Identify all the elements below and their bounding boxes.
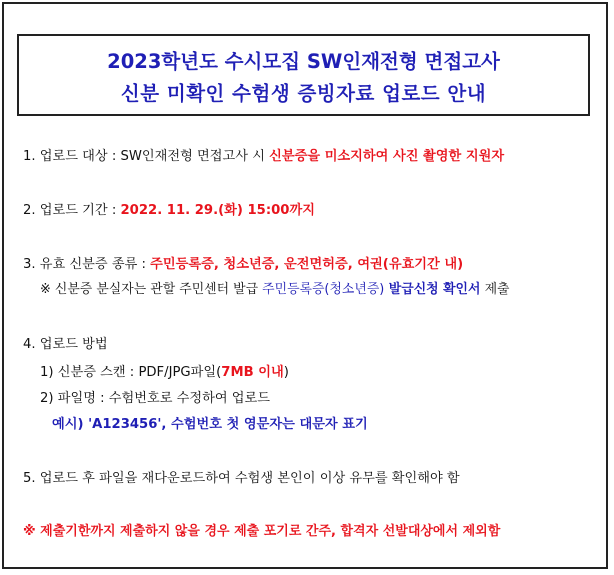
- title-box: [17, 34, 590, 116]
- item-valid-id-label: 3. 유효 신분증 종류 :: [23, 257, 151, 272]
- method-scan-prefix: 1) 신분증 스캔 : PDF/JPG파일(: [40, 365, 222, 380]
- item-verify-download: 5. 업로드 후 파일을 재다운로드하여 수험생 본인이 이상 유무를 확인해야 함: [23, 471, 460, 486]
- deadline-warning: ※ 제출기한까지 제출하지 않을 경우 제출 포기로 간주, 합격자 선발대상에서 제외함: [23, 524, 501, 539]
- item-method-scan: [40, 364, 289, 382]
- item-lost-id-note: [40, 281, 509, 299]
- item-upload-method: 4. 업로드 방법: [23, 337, 108, 352]
- lost-id-note-doc: 주민등록증(청소년증): [262, 282, 385, 297]
- item-upload-target-highlight: 신분증을 미소지하여 사진 촬영한 지원자: [269, 149, 505, 164]
- method-scan-suffix: ): [283, 365, 289, 380]
- item-valid-id-types: [23, 256, 463, 274]
- item-method-example: 예시) 'A123456', 수험번호 첫 영문자는 대문자 표기: [52, 417, 368, 432]
- lost-id-note-doc-bold: 발급신청 확인서: [384, 282, 481, 297]
- item-method-filename: 2) 파일명 : 수험번호로 수정하여 업로드: [40, 391, 271, 406]
- item-upload-period: [23, 202, 315, 220]
- item-upload-target: [23, 148, 504, 166]
- item-upload-period-highlight: 2022. 11. 29.(화) 15:00까지: [120, 203, 315, 218]
- title-line-2: 신분 미확인 수험생 증빙자료 업로드 안내: [120, 82, 487, 105]
- item-upload-period-label: 2. 업로드 기간 :: [23, 203, 121, 218]
- lost-id-note-prefix: ※ 신분증 분실자는 관할 주민센터 발급: [40, 282, 263, 297]
- lost-id-note-suffix: 제출: [480, 282, 510, 297]
- title-line-1: 2023학년도 수시모집 SW인재전형 면접고사: [107, 50, 500, 73]
- item-upload-target-label: 1. 업로드 대상 : SW인재전형 면접고사 시: [23, 149, 270, 164]
- item-valid-id-highlight: 주민등록증, 청소년증, 운전면허증, 여권(유효기간 내): [150, 257, 464, 272]
- method-scan-limit: 7MB 이내: [221, 365, 284, 380]
